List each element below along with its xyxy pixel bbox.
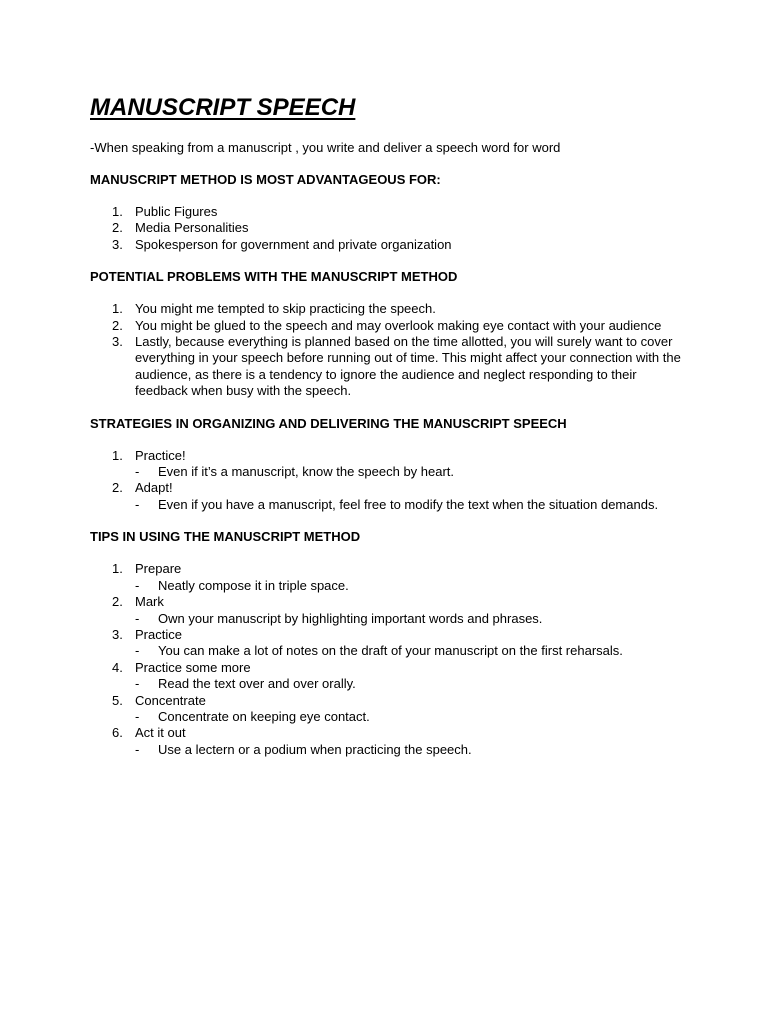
list-item xyxy=(90,725,690,758)
list-number: 2. xyxy=(112,317,123,333)
list-number: 2. xyxy=(112,594,123,610)
section-heading-problems: POTENTIAL PROBLEMS WITH THE MANUSCRIPT METHOD xyxy=(90,269,458,285)
list-number: 5. xyxy=(112,692,123,708)
sub-item xyxy=(135,578,690,594)
list-number: 4. xyxy=(112,659,123,675)
dash-bullet: - xyxy=(135,643,140,659)
list-item-text: Act it out xyxy=(135,725,186,741)
sub-item xyxy=(135,611,690,627)
list-item xyxy=(90,480,690,513)
dash-bullet: - xyxy=(135,610,140,626)
list-item xyxy=(90,693,690,726)
list-item xyxy=(90,627,690,660)
list-item-text: Practice! xyxy=(135,447,186,463)
dash-bullet: - xyxy=(135,464,140,480)
list-number: 1. xyxy=(112,301,123,317)
dash-bullet: - xyxy=(135,676,140,692)
sub-item-text: Own your manuscript by highlighting important words and phrases. xyxy=(158,610,543,626)
list-item xyxy=(90,220,690,236)
page-title: MANUSCRIPT SPEECH xyxy=(90,94,356,121)
list-item xyxy=(90,204,690,220)
list-number: 1. xyxy=(112,447,123,463)
sub-item xyxy=(135,464,690,480)
list-number: 2. xyxy=(112,220,123,236)
sub-item xyxy=(135,709,690,725)
sub-item xyxy=(135,676,690,692)
list-item xyxy=(90,561,690,594)
list-number: 2. xyxy=(112,480,123,496)
problems-list xyxy=(90,301,690,399)
list-item xyxy=(90,594,690,627)
list-number: 1. xyxy=(112,561,123,577)
section-heading-tips: TIPS IN USING THE MANUSCRIPT METHOD xyxy=(90,529,361,545)
list-number: 3. xyxy=(112,334,123,350)
list-number: 3. xyxy=(112,236,123,252)
list-item-text: Mark xyxy=(135,594,164,610)
list-item xyxy=(90,660,690,693)
list-number: 6. xyxy=(112,725,123,741)
list-item xyxy=(90,237,690,253)
sub-item-text: Even if you have a manuscript, feel free to modify the text when the situation demands. xyxy=(158,496,659,512)
dash-bullet: - xyxy=(135,708,140,724)
sub-item-text: Even if it’s a manuscript, know the speech by heart. xyxy=(158,464,455,480)
sub-item-text: Read the text over and over orally. xyxy=(158,676,356,692)
sub-item-text: Use a lectern or a podium when practicing the speech. xyxy=(158,741,472,757)
list-item-text: You might me tempted to skip practicing the speech. xyxy=(135,301,436,317)
list-item-text: Media Personalities xyxy=(135,220,249,236)
list-item-text: Practice some more xyxy=(135,659,251,675)
dash-bullet: - xyxy=(135,496,140,512)
list-item-text: You might be glued to the speech and may overlook making eye contact with your audience xyxy=(135,317,662,333)
sub-item-text: You can make a lot of notes on the draft of your manuscript on the first reharsals. xyxy=(158,643,623,659)
document-page xyxy=(90,92,690,758)
advantages-list xyxy=(90,204,690,253)
list-item xyxy=(90,318,690,334)
sub-item xyxy=(135,497,690,513)
intro-text: -When speaking from a manuscript , you write and deliver a speech word for word xyxy=(90,140,561,155)
list-item-text: Spokesperson for government and private organization xyxy=(135,236,452,252)
strategies-list xyxy=(90,448,690,514)
dash-bullet: - xyxy=(135,741,140,757)
list-number: 3. xyxy=(112,626,123,642)
list-item-text: Lastly, because everything is planned based on the time allotted, you will surely want to cover everything in your speech before running out of time. This might affect your connection with the audience, as there is a tendency to ignore the audience and neglect responding to their feedback when busy with the speech. xyxy=(135,334,681,399)
sub-item xyxy=(135,643,690,659)
sub-item-text: Concentrate on keeping eye contact. xyxy=(158,708,370,724)
list-item xyxy=(90,448,690,481)
section-heading-strategies: STRATEGIES IN ORGANIZING AND DELIVERING THE MANUSCRIPT SPEECH xyxy=(90,415,567,431)
sub-item-text: Neatly compose it in triple space. xyxy=(158,577,349,593)
list-item-text: Public Figures xyxy=(135,204,218,219)
dash-bullet: - xyxy=(135,577,140,593)
tips-list xyxy=(90,561,690,758)
list-item-text: Concentrate xyxy=(135,692,206,708)
list-item-text: Adapt! xyxy=(135,480,173,496)
sub-item xyxy=(135,742,690,758)
list-number: 1. xyxy=(112,204,123,219)
list-item xyxy=(90,301,690,317)
list-item xyxy=(90,334,690,400)
list-item-text: Prepare xyxy=(135,561,182,577)
list-item-text: Practice xyxy=(135,626,182,642)
section-heading-advantages: MANUSCRIPT METHOD IS MOST ADVANTAGEOUS FOR: xyxy=(90,172,441,187)
